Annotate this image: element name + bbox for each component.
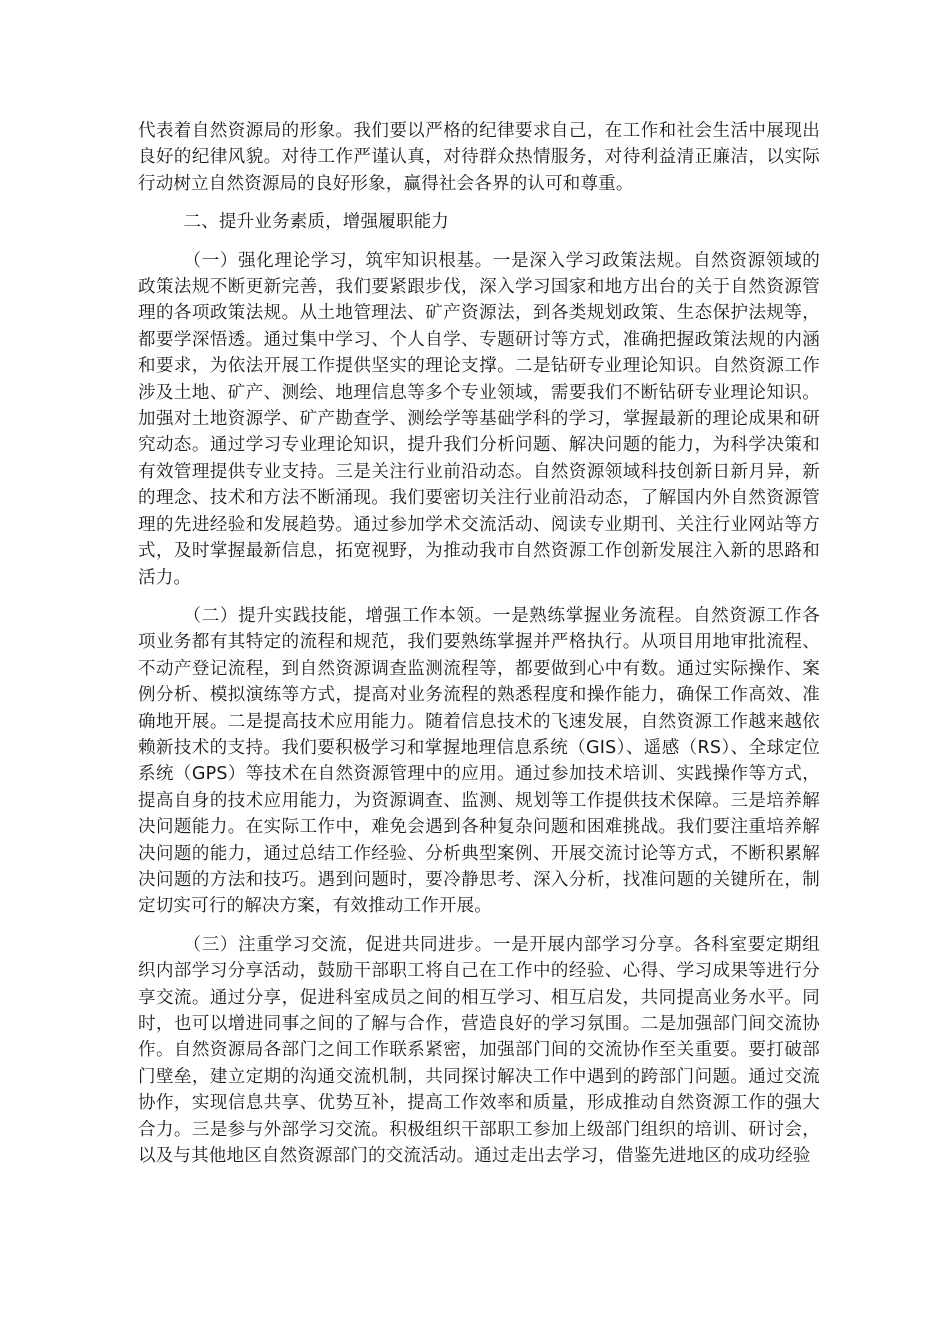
section-heading: 二、提升业务素质，增强履职能力 [183, 212, 449, 233]
paragraph-practical-skills: （二）提升实践技能，增强工作本领。一是熟练掌握业务流程。自然资源工作各项业务都有其特定的流程和规范，我们要熟练掌握并严格执行。从项目用地审批流程、不动产登记流程，到自然资源调查监测流程等，都要做到心中有数。通过实际操作、案例分析、模拟演练等方式，提高对业务流程的熟悉程度和操作能力，确保工作高效、准确地开展。二是提高技术应用能力。随着信息技术的飞速发展，自然资源工作越来越依赖新技术的支持。我们要积极学习和掌握地理信息系统（GIS）、遥感（RS）、全球定位系统（GPS）等技术在自然资源管理中的应用。通过参加技术培训、实践操作等方式，提高自身的技术应用能力，为资源调查、监测、规划等工作提供技术保障。三是培养解决问题能力。在实际工作中，难免会遇到各种复杂问题和困难挑战。我们要注重培养解决问题的能力，通过总结工作经验、分析典型案例、开展交流讨论等方式，不断积累解决问题的方法和技巧。遇到问题时，要冷静思考、深入分析，找准问题的关键所在，制定切实可行的解决方案，有效推动工作开展。 [138, 605, 820, 917]
paragraph-theory-study: （一）强化理论学习，筑牢知识根基。一是深入学习政策法规。自然资源领域的政策法规不断更新完善，我们要紧跟步伐，深入学习国家和地方出台的关于自然资源管理的各项政策法规。从土地管理法、矿产资源法，到各类规划政策、生态保护法规等，都要学深悟透。通过集中学习、个人自学、专题研讨等方式，准确把握政策法规的内涵和要求，为依法开展工作提供坚实的理论支撑。二是钻研专业理论知识。自然资源工作涉及土地、矿产、测绘、地理信息等多个专业领域，需要我们不断钻研专业理论知识。加强对土地资源学、矿产勘查学、测绘学等基础学科的学习，掌握最新的理论成果和研究动态。通过学习专业理论知识，提升我们分析问题、解决问题的能力，为科学决策和有效管理提供专业支持。三是关注行业前沿动态。自然资源领域科技创新日新月异，新的理念、技术和方法不断涌现。我们要密切关注行业前沿动态，了解国内外自然资源管理的先进经验和发展趋势。通过参加学术交流活动、阅读专业期刊、关注行业网站等方式，及时掌握最新信息，拓宽视野，为推动我市自然资源工作创新发展注入新的思路和活力。 [138, 250, 820, 588]
paragraph-continuation: 代表着自然资源局的形象。我们要以严格的纪律要求自己，在工作和社会生活中展现出良好的纪律风貌。对待工作严谨认真，对待群众热情服务，对待利益清正廉洁，以实际行动树立自然资源局的良好形象，赢得社会各界的认可和尊重。 [138, 121, 820, 194]
document-body [138, 118, 820, 1181]
paragraph-learning-exchange: （三）注重学习交流，促进共同进步。一是开展内部学习分享。各科室要定期组织内部学习分享活动，鼓励干部职工将自己在工作中的经验、心得、学习成果等进行分享交流。通过分享，促进科室成员之间的相互学习、相互启发，共同提高业务水平。同时，也可以增进同事之间的了解与合作，营造良好的学习氛围。二是加强部门间交流协作。自然资源局各部门之间工作联系紧密，加强部门间的交流协作至关重要。要打破部门壁垒，建立定期的沟通交流机制，共同探讨解决工作中遇到的跨部门问题。通过交流协作，实现信息共享、优势互补，提高工作效率和质量，形成推动自然资源工作的强大合力。三是参与外部学习交流。积极组织干部职工参加上级部门组织的培训、研讨会，以及与其他地区自然资源部门的交流活动。通过走出去学习，借鉴先进地区的成功经验 [138, 934, 820, 1167]
